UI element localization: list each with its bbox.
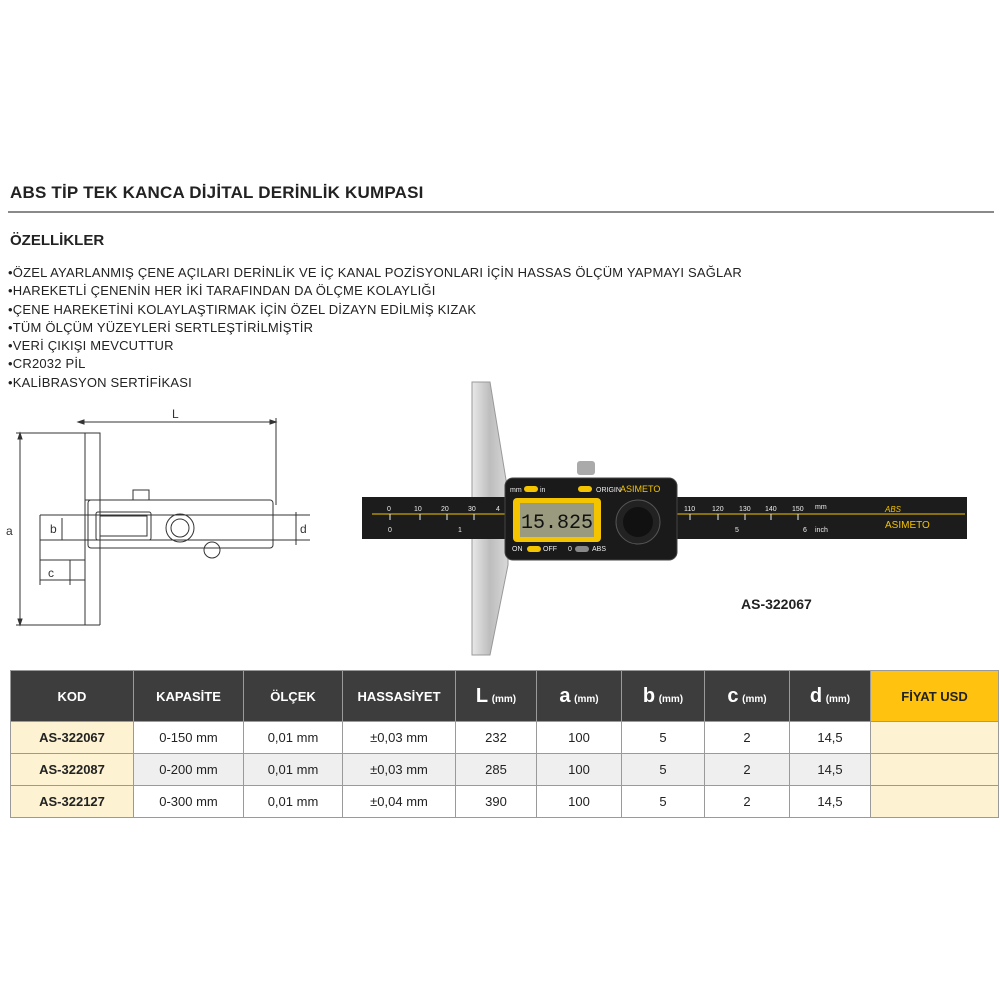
scale-label: 0 xyxy=(388,527,392,534)
scale-unit: mm xyxy=(815,504,827,511)
cell-price xyxy=(871,786,999,818)
cell-code: AS-322087 xyxy=(11,754,134,786)
cell-a: 100 xyxy=(537,722,622,754)
scale-label: 6 xyxy=(803,527,807,534)
product-code-caption: AS-322067 xyxy=(741,596,812,612)
scale-label: 30 xyxy=(468,506,476,513)
cell-d: 14,5 xyxy=(790,722,871,754)
scale-label: 140 xyxy=(765,506,777,513)
btn-origin-label: ORIGIN xyxy=(596,487,621,494)
scale-label: 1 xyxy=(458,527,462,534)
feature-item: • TÜM ÖLÇÜM YÜZEYLERİ SERTLEŞTİRİLMİŞTİR xyxy=(8,319,742,337)
cell-b: 5 xyxy=(622,722,705,754)
table-row xyxy=(11,722,999,754)
scale-label: 4 xyxy=(496,506,500,513)
feature-item: • HAREKETLİ ÇENENİN HER İKİ TARAFINDAN DA ÖLÇME KOLAYLIĞI xyxy=(8,282,742,300)
col-header-d: d (mm) xyxy=(790,671,871,722)
btn-abs-label: ABS xyxy=(592,546,607,553)
col-header-a: a (mm) xyxy=(537,671,622,722)
cell-a: 100 xyxy=(537,754,622,786)
cell-scale: 0,01 mm xyxy=(244,722,343,754)
label-a: a xyxy=(6,524,13,538)
feature-item: • KALİBRASYON SERTİFİKASI xyxy=(8,374,742,392)
scale-label: 120 xyxy=(712,506,724,513)
label-L: L xyxy=(172,407,179,421)
beam-brand: ASIMETO xyxy=(885,520,930,531)
spec-table xyxy=(10,670,999,818)
btn-off-label: OFF xyxy=(543,546,557,553)
cell-scale: 0,01 mm xyxy=(244,786,343,818)
cell-code: AS-322127 xyxy=(11,786,134,818)
scale-label: 0 xyxy=(387,506,391,513)
label-d: d xyxy=(300,522,307,536)
cell-d: 14,5 xyxy=(790,786,871,818)
scale-label: 130 xyxy=(739,506,751,513)
cell-accuracy: ±0,03 mm xyxy=(343,722,456,754)
cell-L: 390 xyxy=(456,786,537,818)
col-header-b: b (mm) xyxy=(622,671,705,722)
cell-price xyxy=(871,754,999,786)
btn-zero-label: 0 xyxy=(568,546,572,553)
product-image xyxy=(360,378,975,658)
display-value: 15.825 xyxy=(520,512,594,535)
cell-b: 5 xyxy=(622,754,705,786)
page-title: ABS TİP TEK KANCA DİJİTAL DERİNLİK KUMPASI xyxy=(10,183,424,202)
col-header-price: FİYAT USD xyxy=(871,671,999,722)
btn-mm-label: mm xyxy=(510,487,522,494)
cell-price xyxy=(871,722,999,754)
scale-label: 5 xyxy=(735,527,739,534)
cell-c: 2 xyxy=(705,754,790,786)
btn-on-label: ON xyxy=(512,546,523,553)
cell-L: 285 xyxy=(456,754,537,786)
cell-accuracy: ±0,03 mm xyxy=(343,754,456,786)
features-list xyxy=(8,264,742,392)
table-row xyxy=(11,786,999,818)
scale-label: 10 xyxy=(414,506,422,513)
table-row xyxy=(11,754,999,786)
col-header-accuracy: HASSASİYET xyxy=(343,671,456,722)
col-header-L: L (mm) xyxy=(456,671,537,722)
feature-item: • ÖZEL AYARLANMIŞ ÇENE AÇILARI DERİNLİK VE İÇ KANAL POZİSYONLARI İÇİN HASSAS ÖLÇÜM YAPMAYI SAĞLAR xyxy=(8,264,742,282)
cell-c: 2 xyxy=(705,786,790,818)
dimension-diagram xyxy=(0,405,320,635)
cell-scale: 0,01 mm xyxy=(244,754,343,786)
btn-in-label: in xyxy=(540,487,546,494)
col-header-c: c (mm) xyxy=(705,671,790,722)
cell-c: 2 xyxy=(705,722,790,754)
cell-d: 14,5 xyxy=(790,754,871,786)
cell-a: 100 xyxy=(537,786,622,818)
col-header-code: KOD xyxy=(11,671,134,722)
cell-capacity: 0-200 mm xyxy=(134,754,244,786)
col-header-scale: ÖLÇEK xyxy=(244,671,343,722)
scale-unit: inch xyxy=(815,527,828,534)
table-header-row xyxy=(11,671,999,722)
scale-label: 150 xyxy=(792,506,804,513)
cell-capacity: 0-150 mm xyxy=(134,722,244,754)
cell-L: 232 xyxy=(456,722,537,754)
label-c: c xyxy=(48,566,54,580)
feature-item: • VERİ ÇIKIŞI MEVCUTTUR xyxy=(8,337,742,355)
cell-code: AS-322067 xyxy=(11,722,134,754)
cell-accuracy: ±0,04 mm xyxy=(343,786,456,818)
abs-mark: ABS xyxy=(885,505,902,514)
cell-b: 5 xyxy=(622,786,705,818)
features-heading: ÖZELLİKLER xyxy=(10,232,105,249)
cell-capacity: 0-300 mm xyxy=(134,786,244,818)
feature-item: • CR2032 PİL xyxy=(8,355,742,373)
scale-label: 110 xyxy=(684,506,696,513)
scale-label: 20 xyxy=(441,506,449,513)
feature-item: • ÇENE HAREKETİNİ KOLAYLAŞTIRMAK İÇİN ÖZEL DİZAYN EDİLMİŞ KIZAK xyxy=(8,301,742,319)
lock-screw xyxy=(577,461,595,475)
title-divider xyxy=(8,211,994,213)
body-brand: ASIMETO xyxy=(620,484,661,494)
label-b: b xyxy=(50,522,57,536)
col-header-capacity: KAPASİTE xyxy=(134,671,244,722)
